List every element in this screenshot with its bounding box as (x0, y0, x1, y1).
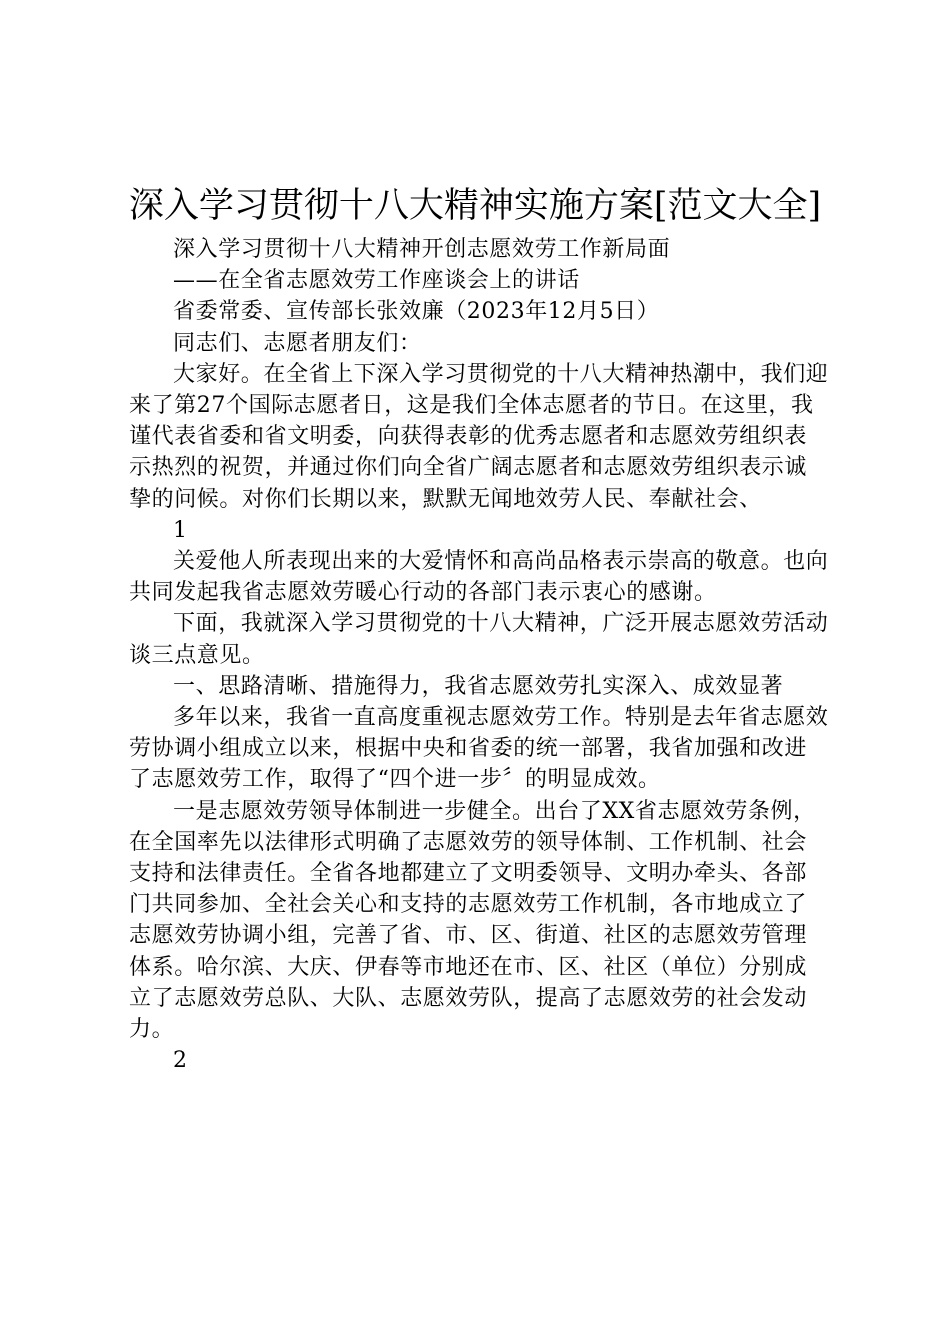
page-number: 2 (173, 1048, 188, 1074)
speech-title: 深入学习贯彻十八大精神开创志愿效劳工作新局面 (173, 237, 671, 262)
author-line: 省委常委、宣传部长张效廉（2023年12月5日） (173, 299, 660, 325)
paragraph: 一是志愿效劳领导体制进一步健全。出台了XX省志愿效劳条例，在全国率先以法律形式明确了志愿效劳的领导体制、工作机制、社会支持和法律责任。全省各地都建立了文明委领导、文明办牵头、各部门共同参加、全社会关心和支持的志愿效劳工作机制，各市地成立了志愿效劳协调小组，完善了省、市、区、街道、社区的志愿效劳管理体系。哈尔滨、大庆、伊春等市地还在市、区、社区（单位）分别成立了志愿效劳总队、大队、志愿效劳队，提高了志愿效劳的社会发动力。 (129, 798, 816, 1043)
paragraph: 多年以来，我省一直高度重视志愿效劳工作。特别是去年省志愿效劳协调小组成立以来，根据中央和省委的统一部署，我省加强和改进了志愿效劳工作，取得了“四个进一步〞的明显成效。 (129, 705, 829, 793)
page-number: 1 (173, 517, 188, 543)
paragraph: 大家好。在全省上下深入学习贯彻党的十八大精神热潮中，我们迎来了第27个国际志愿者日，这是我们全体志愿者的节日。在这里，我谨代表省委和省文明委，向获得表彰的优秀志愿者和志愿效劳组织表示热烈的祝贺，并通过你们向全省广阔志愿者和志愿效劳组织表示诚挚的问候。对你们长期以来，默默无闻地效劳人民、奉献社会、 (129, 361, 829, 512)
speech-subtitle: ——在全省志愿效劳工作座谈会上的讲话 (173, 268, 580, 294)
document-title: 深入学习贯彻十八大精神实施方案[范文大全] (128, 186, 822, 226)
section-heading: 一、思路清晰、措施得力，我省志愿效劳扎实深入、成效显著 (173, 673, 784, 699)
document-body (129, 234, 829, 1076)
paragraph: 下面，我就深入学习贯彻党的十八大精神，广泛开展志愿效劳活动谈三点意见。 (129, 611, 829, 668)
salutation: 同志们、志愿者朋友们： (173, 330, 422, 356)
paragraph: 关爱他人所表现出来的大爱情怀和高尚品格表示崇高的敬意。也向共同发起我省志愿效劳暖心行动的各部门表示衷心的感谢。 (129, 549, 829, 606)
